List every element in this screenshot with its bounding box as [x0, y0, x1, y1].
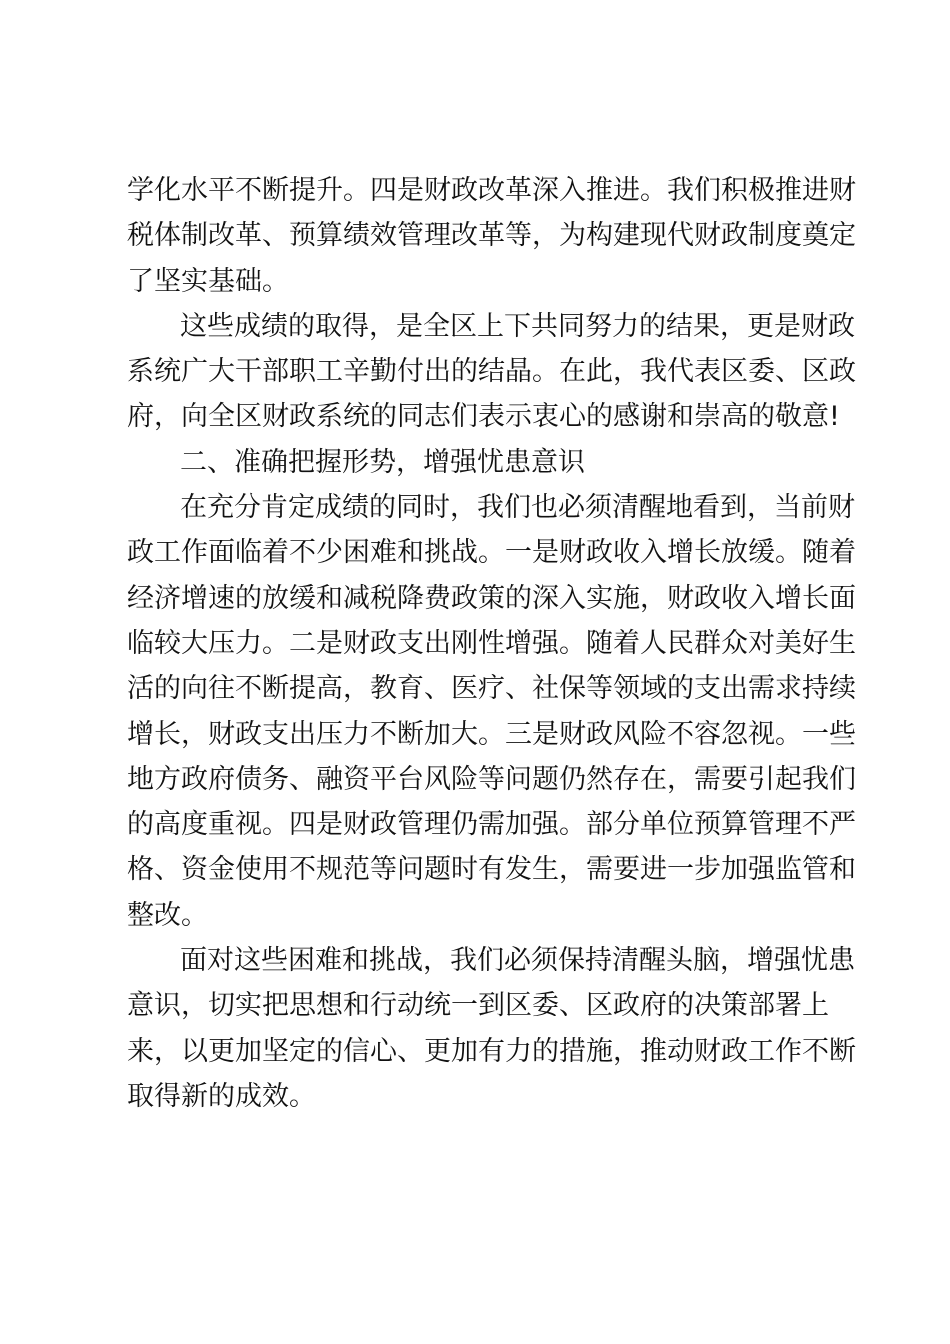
section-heading-2: 二、准确把握形势，增强忧患意识	[180, 446, 585, 478]
paragraph-4-line-2: 意识，切实把思想和行动统一到区委、区政府的决策部署上	[127, 990, 829, 1022]
paragraph-3-line-10: 整改。	[127, 899, 208, 931]
paragraph-3-line-9: 格、资金使用不规范等问题时有发生，需要进一步加强监管和	[127, 854, 856, 886]
paragraph-3-line-1: 在充分肯定成绩的同时，我们也必须清醒地看到，当前财	[180, 492, 855, 524]
paragraph-4-line-3: 来，以更加坚定的信心、更加有力的措施，推动财政工作不断	[127, 1035, 856, 1067]
document-body	[127, 168, 856, 1119]
paragraph-3-line-4: 临较大压力。二是财政支出刚性增强。随着人民群众对美好生	[127, 627, 856, 659]
paragraph-2-line-2: 系统广大干部职工辛勤付出的结晶。在此，我代表区委、区政	[127, 356, 856, 388]
paragraph-4-line-4: 取得新的成效。	[127, 1080, 316, 1112]
paragraph-3-line-8: 的高度重视。四是财政管理仍需加强。部分单位预算管理不严	[127, 809, 856, 841]
paragraph-3-line-7: 地方政府债务、融资平台风险等问题仍然存在，需要引起我们	[127, 763, 856, 795]
paragraph-3-line-2: 政工作面临着不少困难和挑战。一是财政收入增长放缓。随着	[127, 537, 856, 569]
paragraph-2-line-3: 府，向全区财政系统的同志们表示衷心的感谢和崇高的敬意!	[127, 401, 840, 433]
paragraph-3-line-3: 经济增速的放缓和减税降费政策的深入实施，财政收入增长面	[127, 582, 856, 614]
paragraph-3-line-5: 活的向往不断提高，教育、医疗、社保等领域的支出需求持续	[127, 673, 856, 705]
paragraph-3-line-6: 增长，财政支出压力不断加大。三是财政风险不容忽视。一些	[127, 718, 856, 750]
paragraph-1-line-2: 税体制改革、预算绩效管理改革等，为构建现代财政制度奠定	[127, 220, 856, 252]
paragraph-4-line-1: 面对这些困难和挑战，我们必须保持清醒头脑，增强忧患	[180, 945, 855, 977]
paragraph-2-line-1: 这些成绩的取得，是全区上下共同努力的结果，更是财政	[180, 310, 855, 342]
paragraph-1-line-1: 学化水平不断提升。四是财政改革深入推进。我们积极推进财	[127, 175, 856, 206]
paragraph-1-line-3: 了坚实基础。	[127, 265, 289, 297]
